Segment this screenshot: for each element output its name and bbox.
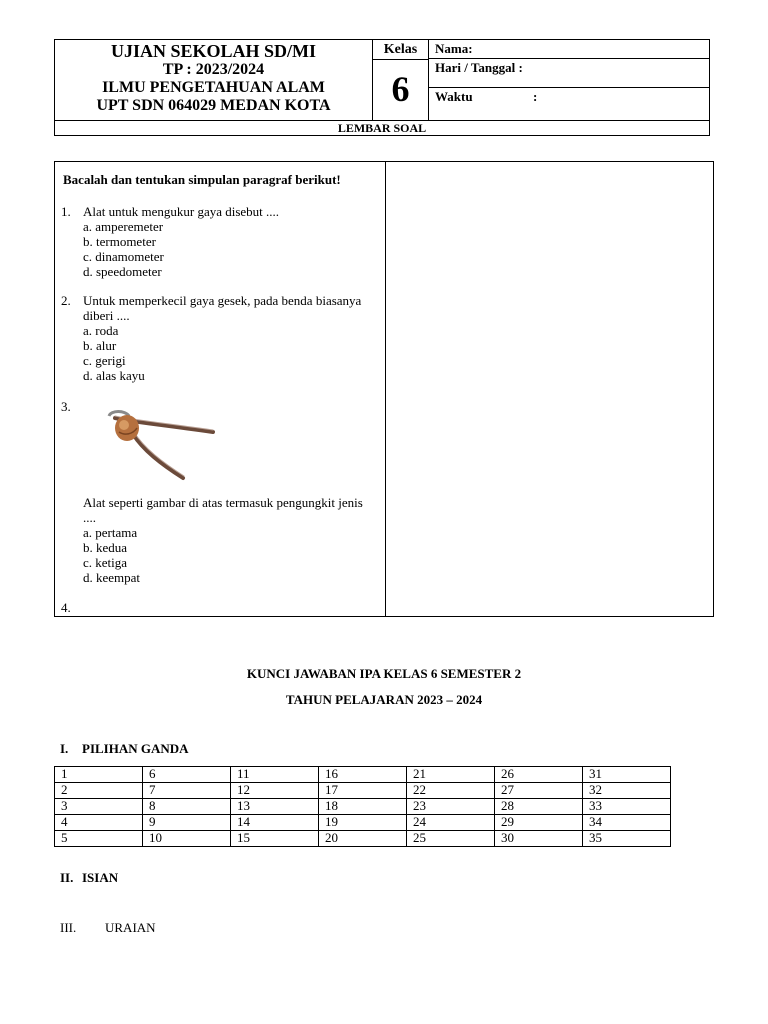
option-1d: d. speedometer <box>83 264 162 279</box>
answer-key-title: KUNCI JAWABAN IPA KELAS 6 SEMESTER 2 <box>246 666 522 681</box>
option-3c: c. ketiga <box>83 555 128 570</box>
table-cell[interactable]: 20 <box>319 831 407 847</box>
option-3b: b. kedua <box>83 540 128 555</box>
table-cell[interactable]: 18 <box>319 799 407 815</box>
column-divider <box>385 162 386 616</box>
table-cell[interactable]: 28 <box>495 799 583 815</box>
answer-key-subtitle: TAHUN PELAJARAN 2023 – 2024 <box>285 692 483 707</box>
table-cell[interactable]: 5 <box>55 831 143 847</box>
subject-name: ILMU PENGETAHUAN ALAM <box>102 79 325 96</box>
table-cell[interactable]: 33 <box>583 799 671 815</box>
option-2a: a. roda <box>83 323 119 338</box>
table-cell[interactable]: 9 <box>143 815 231 831</box>
table-cell[interactable]: 29 <box>495 815 583 831</box>
sheet-title: LEMBAR SOAL <box>55 120 709 137</box>
table-cell[interactable]: 11 <box>231 767 319 783</box>
class-cell <box>373 40 429 120</box>
section-3-number: III. <box>60 920 77 935</box>
name-label: Nama: <box>435 41 473 56</box>
table-row <box>55 799 671 815</box>
table-cell[interactable]: 21 <box>407 767 495 783</box>
question-number-3: 3. <box>61 399 71 414</box>
table-cell[interactable]: 16 <box>319 767 407 783</box>
question-number-2: 2. <box>61 293 71 308</box>
question-box <box>54 161 714 617</box>
table-cell[interactable]: 17 <box>319 783 407 799</box>
table-cell[interactable]: 12 <box>231 783 319 799</box>
table-cell[interactable]: 6 <box>143 767 231 783</box>
exam-header <box>54 39 710 136</box>
date-field[interactable] <box>429 59 709 88</box>
option-2d: d. alas kayu <box>83 368 145 383</box>
question-text-2: Untuk memperkecil gaya gesek, pada benda biasanya diberi .... <box>83 293 362 323</box>
question-number-4: 4. <box>61 600 71 615</box>
question-number-1: 1. <box>61 204 71 219</box>
section-1-heading: PILIHAN GANDA <box>82 741 189 756</box>
answer-key-table <box>54 766 671 847</box>
name-field[interactable] <box>429 40 709 59</box>
table-cell[interactable]: 2 <box>55 783 143 799</box>
table-cell[interactable]: 10 <box>143 831 231 847</box>
table-cell[interactable]: 23 <box>407 799 495 815</box>
option-3d: d. keempat <box>83 570 141 585</box>
section-3-heading: URAIAN <box>105 920 156 935</box>
section-1-number: I. <box>60 741 69 756</box>
table-cell[interactable]: 7 <box>143 783 231 799</box>
date-label: Hari / Tanggal : <box>435 60 523 75</box>
exam-title: UJIAN SEKOLAH SD/MI <box>110 41 317 61</box>
section-2-heading: ISIAN <box>82 870 119 885</box>
student-info <box>429 40 709 120</box>
table-cell[interactable]: 27 <box>495 783 583 799</box>
table-cell[interactable]: 15 <box>231 831 319 847</box>
table-cell[interactable]: 22 <box>407 783 495 799</box>
table-row <box>55 831 671 847</box>
table-cell[interactable]: 1 <box>55 767 143 783</box>
table-cell[interactable]: 14 <box>231 815 319 831</box>
table-cell[interactable]: 24 <box>407 815 495 831</box>
table-cell[interactable]: 8 <box>143 799 231 815</box>
option-1a: a. amperemeter <box>83 219 164 234</box>
table-cell[interactable]: 26 <box>495 767 583 783</box>
question-instructions: Bacalah dan tentukan simpulan paragraf berikut! <box>63 172 341 187</box>
table-cell[interactable]: 13 <box>231 799 319 815</box>
class-number: 6 <box>391 69 410 109</box>
school-year: TP : 2023/2024 <box>162 61 265 78</box>
question-text-3: Alat seperti gambar di atas termasuk pengungkit jenis .... <box>83 495 363 525</box>
option-3a: a. pertama <box>83 525 138 540</box>
school-name: UPT SDN 064029 MEDAN KOTA <box>96 97 331 114</box>
option-2b: b. alur <box>83 338 117 353</box>
option-1c: c. dinamometer <box>83 249 164 264</box>
time-colon: : <box>533 89 538 104</box>
table-cell[interactable]: 3 <box>55 799 143 815</box>
table-cell[interactable]: 35 <box>583 831 671 847</box>
option-1b: b. termometer <box>83 234 156 249</box>
table-cell[interactable]: 4 <box>55 815 143 831</box>
table-cell[interactable]: 31 <box>583 767 671 783</box>
time-field[interactable] <box>429 88 709 120</box>
school-info <box>55 40 373 120</box>
question-text-1: Alat untuk mengukur gaya disebut .... <box>83 204 280 219</box>
option-2c: c. gerigi <box>83 353 126 368</box>
table-cell[interactable]: 34 <box>583 815 671 831</box>
table-cell[interactable]: 32 <box>583 783 671 799</box>
table-cell[interactable]: 30 <box>495 831 583 847</box>
table-row <box>55 783 671 799</box>
class-label: Kelas <box>373 40 428 60</box>
time-label: Waktu <box>435 89 473 104</box>
table-cell[interactable]: 19 <box>319 815 407 831</box>
table-cell[interactable]: 25 <box>407 831 495 847</box>
nutcracker-icon <box>103 406 219 484</box>
table-row <box>55 815 671 831</box>
table-row <box>55 767 671 783</box>
section-2-number: II. <box>60 870 74 885</box>
